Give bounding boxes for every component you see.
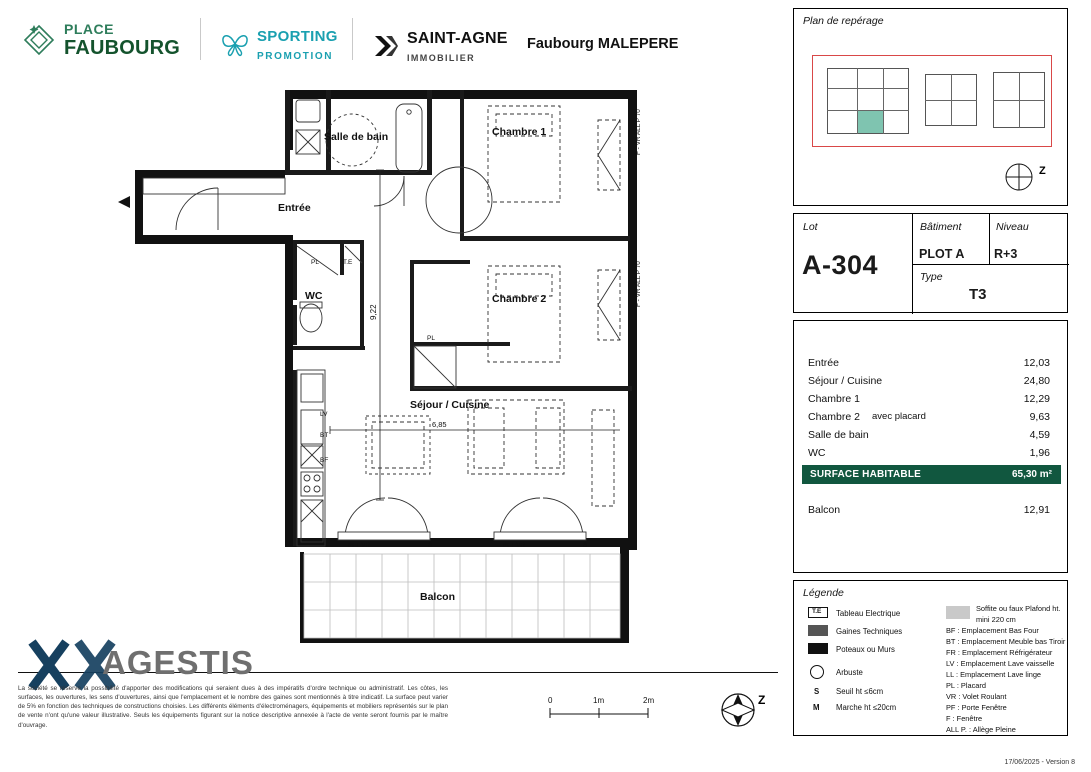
logo-saint-agne-line2: IMMOBILIER: [407, 53, 475, 63]
compass-icon-bottom: [718, 688, 776, 732]
area-name: Séjour / Cuisine: [808, 375, 883, 387]
area-value: 4,59: [1029, 429, 1050, 441]
area-value: 12,91: [1023, 504, 1050, 516]
legend-label-vr: VR : Volet Roulant: [946, 692, 1007, 701]
area-value: 24,80: [1023, 375, 1050, 387]
label-bt: BT: [320, 432, 329, 439]
area-name: Chambre 2: [808, 411, 860, 423]
legend-label-all-p: ALL P. : Allège Pleine: [946, 725, 1016, 734]
locator-title: Plan de repérage: [803, 15, 884, 27]
logo-place-line1: PLACE: [64, 21, 114, 37]
area-note: avec placard: [872, 411, 926, 422]
seuil-label-2: S: [583, 542, 588, 549]
legend-label-bt: BT : Emplacement Meuble bas Tiroir: [946, 637, 1066, 646]
label-lv: LV: [320, 411, 328, 418]
area-name: Balcon: [808, 504, 841, 516]
arbuste-icon: [810, 665, 824, 679]
room-label-wc: WC: [305, 290, 323, 302]
batiment-label: Bâtiment: [920, 221, 962, 233]
logo-saint-agne: [372, 30, 508, 66]
scale-zero: 0: [548, 696, 553, 705]
legal-disclaimer: La société se réserve la possibilité d'apporter des modifications qui seraient dues à des impératifs d'ordre technique ou administratif. Les côtes, les surfaces, les ouvertures, les sens d'ouvertures, ainsi que l'emplacement et le nombre des gaines sont mentionnés à titre indicatif. La surface peut varier de 5% en fonction des techniques de constructions choisies. Les différents éléments d'électroménagers, équipements et mobiliers représentés sur le plan de vente n'ont qu'une valeur illustrative. Seuls les équipements figurant sur la notice descriptive annexée à l'acte de vente seront fournis par le maître d'ouvrage.: [18, 685, 448, 729]
area-value: 12,03: [1023, 357, 1050, 369]
locator-line-3: [883, 68, 884, 134]
label-pl-1: PL: [311, 259, 319, 266]
surface-habitable-value: 65,30 m²: [1011, 469, 1052, 480]
header: [0, 0, 780, 78]
dimension-vertical: 9,22: [369, 304, 378, 320]
lot-box: [793, 213, 1068, 313]
niveau-value: R+3: [994, 247, 1018, 261]
legend-label-poteaux-murs: Poteaux ou Murs: [836, 645, 895, 654]
locator-box: [793, 8, 1068, 206]
butterfly-icon: [220, 30, 250, 63]
area-name: Chambre 1: [808, 393, 860, 405]
plan-partitions: [285, 90, 632, 546]
area-value: 12,29: [1023, 393, 1050, 405]
saint-agne-mark-icon: [372, 32, 400, 65]
area-value: 9,63: [1029, 411, 1050, 423]
area-name: Salle de bain: [808, 429, 869, 441]
room-label-entree: Entrée: [278, 202, 311, 214]
program-title: Faubourg MALEPERE: [527, 36, 679, 52]
scale-bar: [548, 696, 668, 732]
legend-label-pf: PF : Porte Fenêtre: [946, 703, 1007, 712]
info-panel: [793, 8, 1068, 736]
area-value: 1,96: [1029, 447, 1050, 459]
version-stamp: 17/06/2025 - Version 8: [1004, 759, 1075, 766]
door-label-pf-vr-1: PF+ VR: [348, 542, 370, 549]
room-label-chambre-1: Chambre 1: [492, 126, 547, 138]
entry-arrow-icon: [118, 196, 130, 208]
poteaux-murs-icon: [808, 643, 828, 654]
logo-saint-agne-line1: SAINT-AGNE: [407, 30, 508, 47]
niveau-label: Niveau: [996, 221, 1029, 233]
area-name: WC: [808, 447, 826, 459]
legend-label-marche: Marche ht ≤20cm: [836, 703, 897, 712]
logo-place-line2: FAUBOURG: [64, 37, 181, 60]
floor-plan: [0, 70, 790, 680]
place-faubourg-icon: [22, 23, 56, 57]
label-pl-2: PL: [427, 335, 435, 342]
seuil-label-1: S: [428, 542, 433, 549]
area-name: Entrée: [808, 357, 839, 369]
room-label-chambre-2: Chambre 2: [492, 293, 547, 305]
lot-value: A-304: [802, 250, 879, 280]
floor-plan-svg: [0, 70, 790, 680]
legend-label-gaines-techniques: Gaines Techniques: [836, 627, 903, 636]
room-label-sejour-cuisine: Séjour / Cuisine: [410, 399, 490, 411]
locator-highlight-unit: [858, 111, 883, 133]
soffite-swatch-icon: [946, 606, 970, 619]
legend-box: [793, 580, 1068, 736]
tableau-electrique-icon: [808, 607, 828, 618]
logo-sporting-line1: SPORTING: [257, 28, 338, 45]
type-label: Type: [920, 271, 943, 283]
legend-label-lv: LV : Emplacement Lave vaisselle: [946, 659, 1055, 668]
type-value: T3: [969, 286, 987, 303]
scale-mid: 1m: [593, 696, 605, 705]
agestis-wordmark: AGESTIS: [102, 644, 254, 681]
gaines-techniques-icon: [808, 625, 828, 636]
lot-label: Lot: [803, 221, 818, 233]
logo-sporting-line2: PROMOTION: [257, 51, 334, 62]
compass-icon-top: [1003, 159, 1055, 195]
label-bf: BF: [320, 457, 329, 464]
balcony-tiles: [304, 554, 620, 638]
window-label-chambre-2: F - VR ALL P 70: [635, 261, 642, 307]
logo-place-faubourg: [22, 22, 180, 59]
legend-label-soffite: Soffite ou faux Plafond ht. mini 220 cm: [976, 604, 1061, 624]
dimension-horizontal: 6,85: [432, 420, 447, 429]
legend-label-ll: LL : Emplacement Lave linge: [946, 670, 1042, 679]
areas-box: [793, 320, 1068, 573]
plan-fixtures: [143, 100, 620, 546]
scale-end: 2m: [643, 696, 655, 705]
legend-label-tableau-electrique: Tableau Electrique: [836, 609, 901, 618]
locator-line-8: [1019, 72, 1020, 128]
legend-label-fr: FR : Emplacement Réfrigérateur: [946, 648, 1053, 657]
header-divider-2: [352, 18, 353, 60]
locator-line-1: [827, 88, 909, 89]
seuil-key: S: [814, 687, 820, 696]
plan-dimensions: [330, 170, 620, 500]
window-label-chambre-1: F - VR ALL P 70: [635, 109, 642, 155]
locator-map: [812, 55, 1052, 147]
surface-habitable-bar: [802, 465, 1061, 484]
compass-label-bottom: Z: [758, 693, 766, 707]
logo-sporting-promotion: [220, 28, 338, 64]
room-label-balcon: Balcon: [420, 591, 456, 603]
legend-title: Légende: [803, 587, 844, 599]
header-divider-1: [200, 18, 201, 60]
room-label-salle-de-bain: Salle de bain: [324, 131, 389, 143]
svg-text:Z: Z: [1039, 165, 1046, 177]
batiment-value: PLOT A: [919, 247, 965, 261]
legend-label-bf: BF : Emplacement Bas Four: [946, 626, 1039, 635]
legend-label-pl: PL : Placard: [946, 681, 986, 690]
locator-line-6: [951, 74, 952, 126]
label-te: T.E: [343, 259, 353, 266]
marche-key: M: [813, 703, 820, 712]
surface-habitable-label: SURFACE HABITABLE: [810, 469, 921, 480]
legend-label-seuil: Seuil ht ≤6cm: [836, 687, 884, 696]
te-key: T.E: [812, 608, 822, 615]
door-label-pf-vr-2: PF+ VR: [503, 542, 525, 549]
legend-label-arbuste: Arbuste: [836, 668, 863, 677]
legend-label-f: F : Fenêtre: [946, 714, 983, 723]
